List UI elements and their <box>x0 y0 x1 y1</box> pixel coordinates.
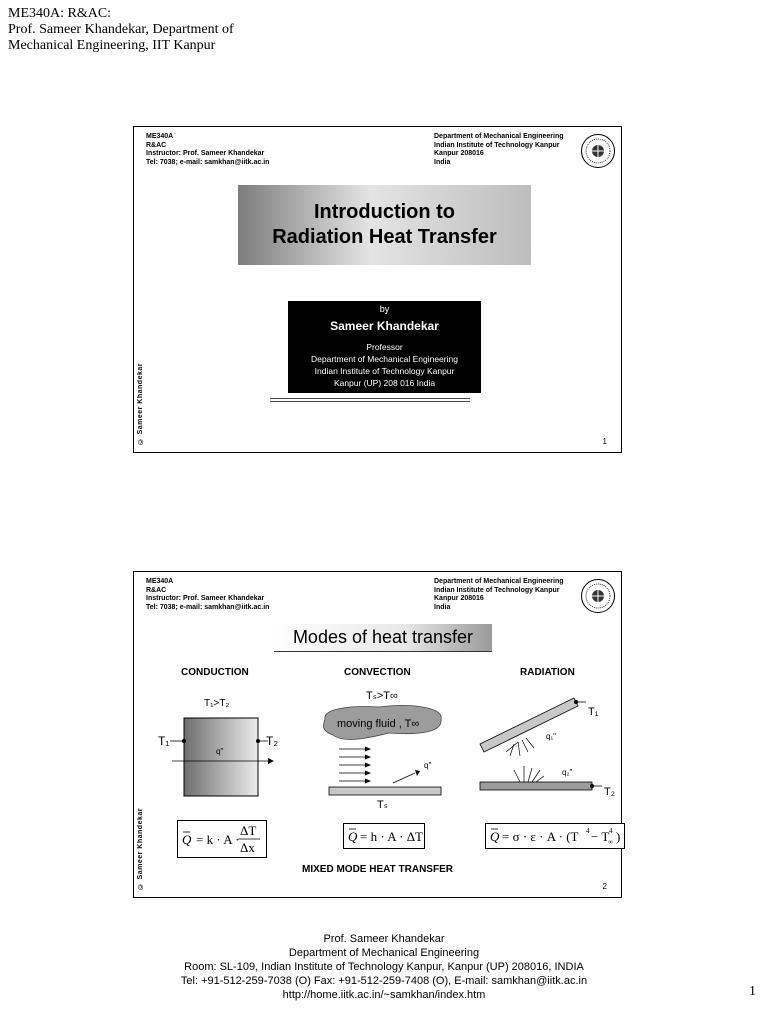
slide-2 <box>133 571 622 898</box>
author-box <box>288 301 481 393</box>
t2-label: T₂ <box>604 786 615 798</box>
footer-line: Tel: +91-512-259-7038 (O) Fax: +91-512-259-7408 (O), E-mail: samkhan@iitk.ac.in <box>180 975 588 987</box>
page-number: 1 <box>749 984 756 999</box>
slide-number: 2 <box>602 882 607 891</box>
footer-line: Department of Mechanical Engineering <box>288 947 480 959</box>
t2-label: T₂ <box>266 734 278 748</box>
slide-title-line: Introduction to <box>313 201 456 223</box>
q1-label: q₁" <box>546 732 556 741</box>
divider <box>270 398 470 399</box>
footer-url[interactable]: http://home.iitk.ac.in/~samkhan/index.htm <box>282 989 486 1001</box>
course-info-line: Tel: 7038; e-mail: samkhan@iitk.ac.in <box>146 603 270 611</box>
institute-info <box>434 578 564 612</box>
radiation-heading: RADIATION <box>520 667 575 678</box>
svg-text:Q: Q <box>182 832 192 847</box>
course-info-line: R&AC <box>146 586 167 594</box>
svg-text:− T: − T <box>591 829 610 844</box>
conduction-equation <box>177 820 267 858</box>
institute-info-line: Kanpur 208016 <box>434 150 484 157</box>
institute-info-line: Department of Mechanical Engineering <box>434 133 564 140</box>
institute-info-line: Indian Institute of Technology Kanpur <box>434 141 560 149</box>
svg-text:Q: Q <box>348 829 358 844</box>
newton-cooling-formula <box>344 824 424 848</box>
surface-temp-label: Tₛ <box>377 799 388 811</box>
footer-line: Prof. Sameer Khandekar <box>323 933 445 945</box>
t1-label: T₁ <box>588 706 599 718</box>
footer-line: Room: SL-109, Indian Institute of Technology Kanpur, Kanpur (UP) 208016, INDIA <box>184 961 584 973</box>
slide-number: 1 <box>602 437 607 446</box>
slide-title <box>238 185 531 265</box>
svg-text:4: 4 <box>609 827 613 835</box>
radiation-equation <box>485 823 625 849</box>
t1-label: T₁ <box>158 734 170 748</box>
header-line: Mechanical Engineering, IIT Kanpur <box>8 38 216 53</box>
convection-heading: CONVECTION <box>344 667 411 678</box>
svg-text:= h · A · ΔT: = h · A · ΔT <box>360 829 423 844</box>
author-name: Sameer Khandekar <box>330 319 439 333</box>
divider <box>270 401 470 402</box>
by-label: by <box>379 304 390 314</box>
mixed-mode-label: MIXED MODE HEAT TRANSFER <box>302 864 453 875</box>
heat-flux-label: q" <box>216 747 224 756</box>
q2-label: q₂" <box>562 768 573 777</box>
moving-fluid-label: moving fluid , T∞ <box>337 718 420 730</box>
course-info-line: Instructor: Prof. Sameer Khandekar <box>146 150 265 157</box>
course-info-line: R&AC <box>146 141 167 149</box>
convection-diagram <box>319 697 449 807</box>
svg-text:= σ · ε · A · (T: = σ · ε · A · (T <box>502 829 579 844</box>
copyright: © Sameer Khandekar <box>137 807 144 889</box>
page-footer <box>0 932 768 1002</box>
svg-text:∞: ∞ <box>608 838 613 846</box>
institute-info-line: India <box>434 158 451 166</box>
author-line: Indian Institute of Technology Kanpur <box>314 366 455 376</box>
course-info-line: ME340A <box>146 133 174 140</box>
course-info-line: Tel: 7038; e-mail: samkhan@iitk.ac.in <box>146 158 270 166</box>
author-line: Department of Mechanical Engineering <box>311 354 458 364</box>
svg-text:4: 4 <box>586 827 590 835</box>
course-info-line: Instructor: Prof. Sameer Khandekar <box>146 595 265 602</box>
course-info-line: ME340A <box>146 578 174 585</box>
course-info <box>146 133 269 167</box>
institute-info-line: India <box>434 603 451 611</box>
institute-info-line: Kanpur 208016 <box>434 595 484 602</box>
svg-text:ΔT: ΔT <box>240 823 257 838</box>
svg-text:Δx: Δx <box>240 840 255 855</box>
convection-equation <box>343 823 425 849</box>
fourier-law-formula <box>178 821 266 857</box>
institute-info-line: Indian Institute of Technology Kanpur <box>434 586 560 594</box>
svg-text:Q: Q <box>490 829 500 844</box>
conduction-heading: CONDUCTION <box>181 667 249 678</box>
course-info <box>146 578 269 612</box>
author-line: Professor <box>366 342 403 352</box>
iitk-seal-icon <box>580 133 616 169</box>
slide-title: Modes of heat transfer <box>274 624 492 652</box>
copyright: © Sameer Khandekar <box>137 362 144 444</box>
svg-text:): ) <box>616 829 621 844</box>
svg-text:= k · A ·: = k · A · <box>196 832 240 847</box>
conduction-condition: T₁>T₂ <box>204 698 230 709</box>
heat-flux-label: q" <box>424 761 432 770</box>
author-line: Kanpur (UP) 208 016 India <box>333 378 436 388</box>
convection-condition: Tₛ>T∞ <box>366 690 398 702</box>
page-header <box>8 6 234 54</box>
header-line: Prof. Sameer Khandekar, Department of <box>8 22 234 37</box>
stefan-boltzmann-formula <box>486 824 624 848</box>
institute-info <box>434 133 564 167</box>
slide-1 <box>133 126 622 453</box>
institute-info-line: Department of Mechanical Engineering <box>434 578 564 585</box>
header-line: ME340A: R&AC: <box>8 6 112 21</box>
slide-title-line: Radiation Heat Transfer <box>272 226 497 248</box>
iitk-seal-icon <box>580 578 616 614</box>
